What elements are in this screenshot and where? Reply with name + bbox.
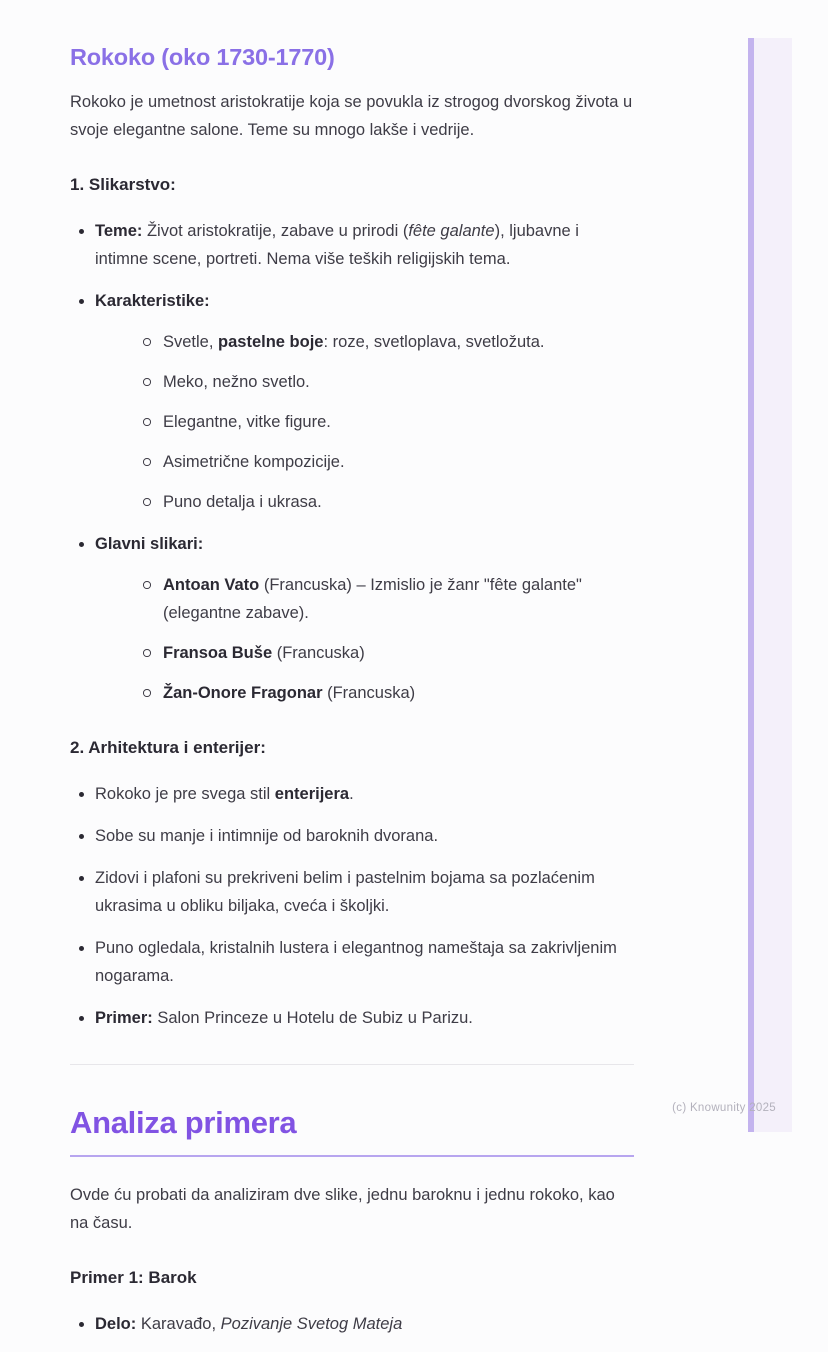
- document-content: [70, 31, 634, 1352]
- section-heading: [70, 42, 634, 72]
- text-run: Rokoko je umetnost aristokratije koja se povukla iz strogog dvorskog života u svoje elegantne salone. Teme su mnogo lakše i vedrije.: [70, 93, 633, 139]
- list-item: [70, 530, 634, 707]
- list-item: [70, 287, 634, 516]
- subheading: [70, 736, 634, 760]
- text-run: : roze, svetloplava, svetložuta.: [323, 333, 545, 351]
- text-run: Život aristokratije, zabave u prirodi (: [146, 222, 409, 240]
- text-run: Zidovi i plafoni su prekriveni belim i pastelnim bojama sa pozlaćenim ukrasima u obliku biljaka, cveća i školjki.: [95, 869, 595, 915]
- text-run: (Francuska): [272, 644, 365, 662]
- page-title: [70, 1104, 634, 1142]
- text-run: Meko, nežno svetlo.: [163, 373, 310, 391]
- text-run: enterijera: [274, 785, 350, 803]
- text-run: (Francuska): [322, 684, 416, 702]
- sub-list-item: [135, 488, 634, 516]
- text-run: ), ljubavne i intimne scene, portreti. Nema više teških religijskih tema.: [95, 222, 579, 268]
- title-underline: [70, 1155, 634, 1157]
- sub-list-item: [135, 408, 634, 436]
- sub-list-item: [135, 679, 634, 707]
- sub-list-item: [135, 639, 634, 667]
- text-run: 2. Arhitektura i enterijer:: [70, 738, 266, 757]
- bullet-list: [70, 217, 634, 707]
- text-run: Svetle,: [163, 333, 219, 351]
- text-run: Pozivanje Svetog Mateja: [220, 1315, 403, 1333]
- scrollbar-thumb[interactable]: [748, 38, 754, 1132]
- text-run: Rokoko (oko 1730-1770): [70, 44, 335, 70]
- list-item: [70, 822, 634, 850]
- sub-bullet-list: [95, 571, 634, 707]
- bullet-list: [70, 780, 634, 1032]
- text-run: Žan-Onore Fragonar: [163, 684, 323, 702]
- text-run: Puno detalja i ukrasa.: [163, 493, 322, 511]
- text-run: Rokoko je pre svega stil: [95, 785, 275, 803]
- subheading: [70, 173, 634, 197]
- text-run: Karakteristike:: [95, 292, 210, 310]
- text-run: Salon Princeze u Hotelu de Subiz u Parizu.: [157, 1009, 473, 1027]
- list-item: [70, 864, 634, 920]
- text-run: 1. Slikarstvo:: [70, 175, 176, 194]
- sub-bullet-list: [95, 328, 634, 516]
- text-run: Delo:: [95, 1315, 141, 1333]
- text-run: Primer:: [95, 1009, 158, 1027]
- text-run: Analiza primera: [70, 1105, 297, 1140]
- list-item: [70, 217, 634, 273]
- paragraph: [70, 88, 634, 144]
- text-run: Teme:: [95, 222, 147, 240]
- list-item: [70, 934, 634, 990]
- text-run: Sobe su manje i intimnije od baroknih dvorana.: [95, 827, 439, 845]
- paragraph: [70, 1181, 634, 1237]
- text-run: Karavađo,: [140, 1315, 221, 1333]
- text-run: fête galante: [408, 222, 495, 240]
- list-item: [70, 780, 634, 808]
- list-item: [70, 1310, 634, 1338]
- sub-list-item: [135, 448, 634, 476]
- list-item: [70, 1004, 634, 1032]
- text-run: Fransoa Buše: [163, 644, 273, 662]
- text-run: .: [349, 785, 354, 803]
- text-run: Puno ogledala, kristalnih lustera i elegantnog nameštaja sa zakrivljenim nogarama.: [95, 939, 617, 985]
- text-run: Primer 1: Barok: [70, 1268, 197, 1287]
- text-run: Asimetrične kompozicije.: [163, 453, 345, 471]
- subheading: [70, 1266, 634, 1290]
- text-run: Ovde ću probati da analiziram dve slike, jednu baroknu i jednu rokoko, kao na času.: [70, 1186, 615, 1232]
- text-run: (Francuska) – Izmislio je žanr "fête galante" (elegantne zabave).: [163, 576, 582, 622]
- text-run: pastelne boje: [218, 333, 324, 351]
- section-divider: [70, 1064, 634, 1065]
- sub-list-item: [135, 571, 634, 627]
- text-run: Elegantne, vitke figure.: [163, 413, 331, 431]
- scrollbar-track[interactable]: [748, 38, 792, 1132]
- sub-list-item: [135, 328, 634, 356]
- sub-list-item: [135, 368, 634, 396]
- text-run: Antoan Vato: [163, 576, 260, 594]
- bullet-list: [70, 1310, 634, 1338]
- text-run: Glavni slikari:: [95, 535, 204, 553]
- watermark: (c) Knowunity 2025: [672, 1102, 776, 1114]
